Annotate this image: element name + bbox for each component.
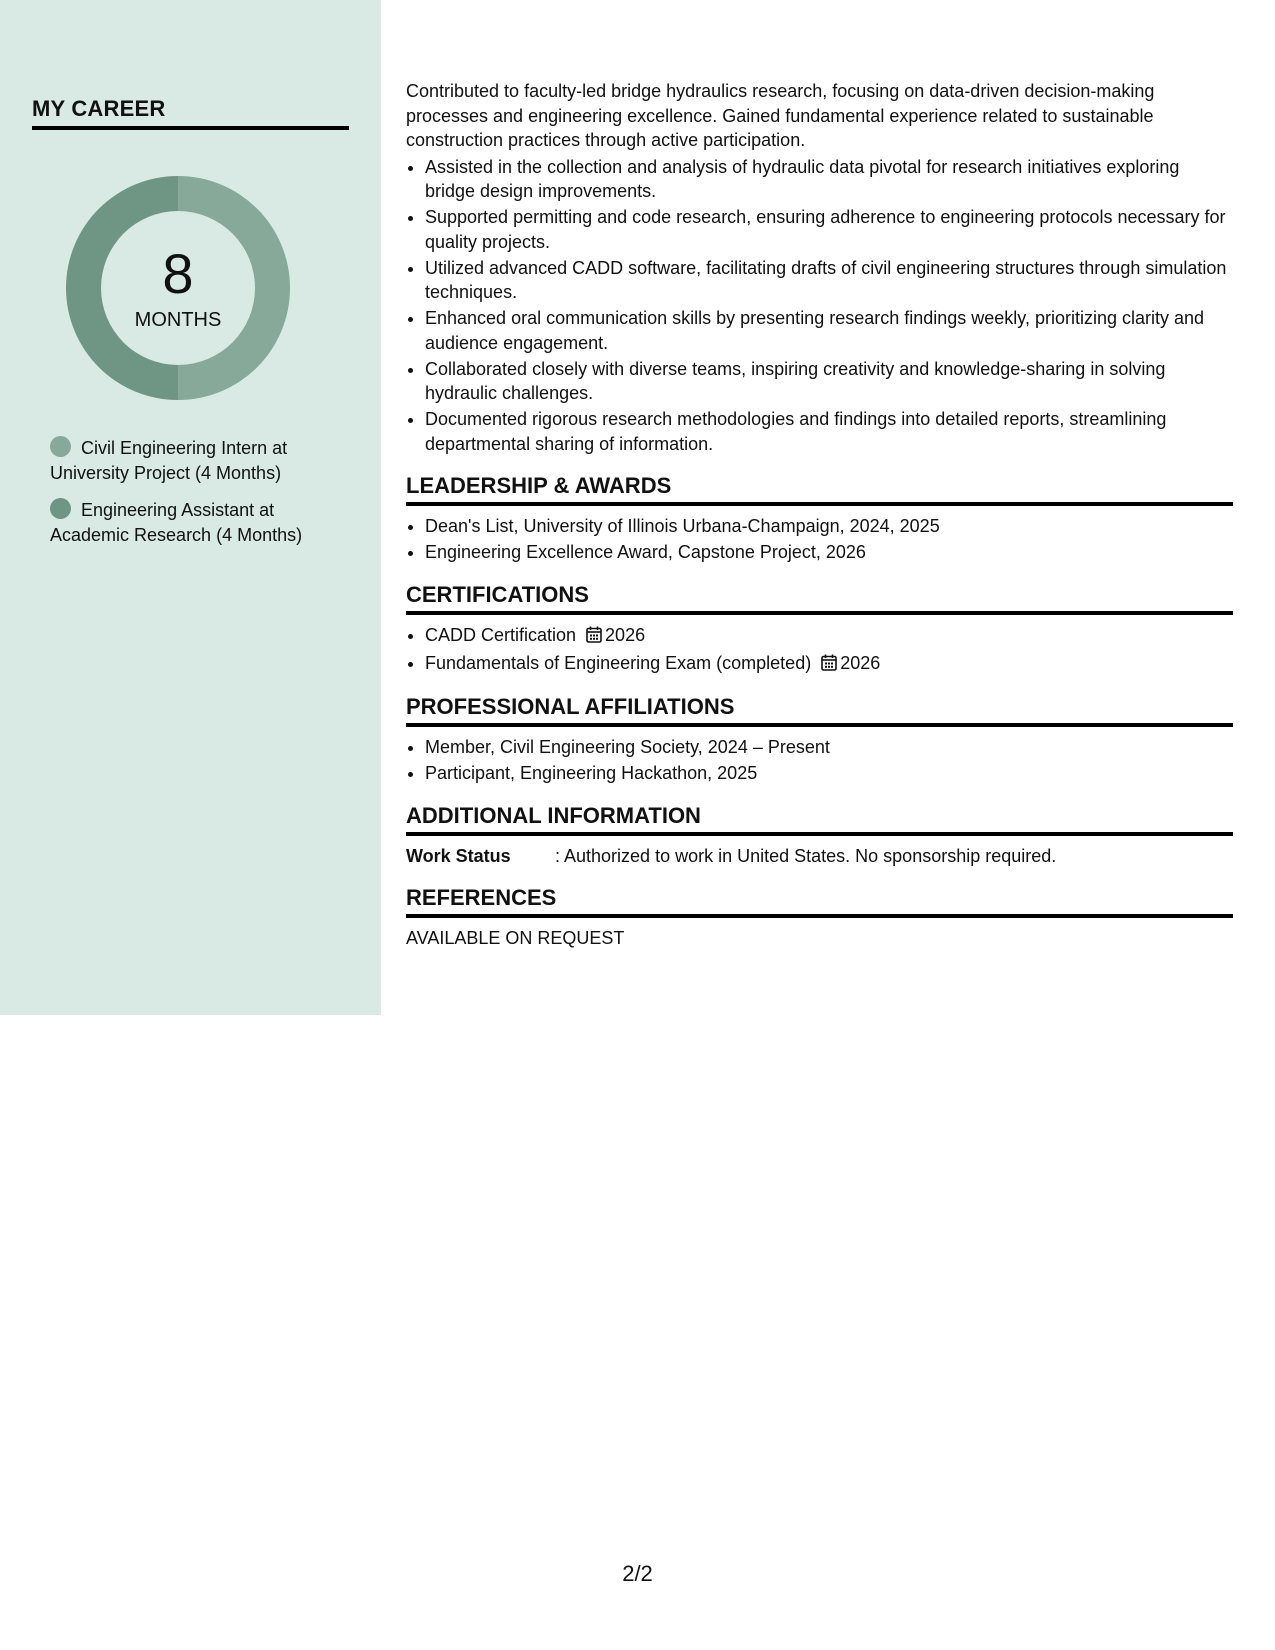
calendar-icon [821, 653, 837, 678]
career-donut-chart [66, 176, 290, 400]
leadership-heading: LEADERSHIP & AWARDS [406, 472, 1233, 506]
legend-label: Civil Engineering Intern at University Project (4 Months) [50, 438, 288, 483]
legend-item [50, 498, 350, 548]
sidebar [0, 0, 381, 1015]
legend-label: Engineering Assistant at Academic Research (4 Months) [50, 500, 303, 545]
legend-item [50, 436, 350, 486]
list-item: • Collaborated closely with diverse teams, inspiring creativity and knowledge-sharing in solving hydraulic challenges. [425, 357, 1233, 406]
certification-year: 2026 [840, 652, 881, 673]
list-item [425, 623, 1233, 650]
donut-center [66, 176, 290, 400]
affiliations-list [406, 735, 1233, 786]
certification-name: Fundamentals of Engineering Exam (completed) [425, 652, 812, 673]
experience-summary: Contributed to faculty-led bridge hydraulics research, focusing on data-driven decision-making processes and engineering excellence. Gained fundamental experience related to sustainable construction practices through active participation. [406, 81, 1155, 150]
references-text: AVAILABLE ON REQUEST [406, 928, 625, 948]
list-item: • Engineering Excellence Award, Capstone Project, 2026 [425, 540, 1233, 565]
total-months-number: 8 [162, 242, 194, 305]
career-legend [50, 436, 350, 560]
work-status-label: Work Status [406, 845, 511, 866]
list-item [425, 651, 1233, 678]
total-months-unit: MONTHS [134, 309, 222, 331]
page-number: 2/2 [622, 1561, 653, 1586]
additional-info-heading: ADDITIONAL INFORMATION [406, 802, 1233, 836]
list-item: • Supported permitting and code research, ensuring adherence to engineering protocols necessary for quality projects. [425, 205, 1233, 254]
list-item: • Documented rigorous research methodologies and findings into detailed reports, streamlining departmental sharing of information. [425, 407, 1233, 456]
affiliations-heading: PROFESSIONAL AFFILIATIONS [406, 693, 1233, 727]
list-item: • Utilized advanced CADD software, facilitating drafts of civil engineering structures through simulation techniques. [425, 256, 1233, 305]
leadership-list [406, 514, 1233, 565]
calendar-icon [586, 625, 602, 650]
legend-dot-icon [50, 498, 71, 519]
work-status-row [406, 844, 1233, 869]
certifications-list [406, 623, 1233, 678]
certification-year: 2026 [605, 624, 646, 645]
main-content [406, 79, 1233, 951]
legend-dot-icon [50, 436, 71, 457]
work-status-value: : Authorized to work in United States. No sponsorship required. [555, 845, 1057, 866]
career-heading: MY CAREER [32, 96, 349, 130]
list-item: • Assisted in the collection and analysis of hydraulic data pivotal for research initiatives exploring bridge design improvements. [425, 155, 1233, 204]
references-heading: REFERENCES [406, 884, 1233, 918]
list-item: • Participant, Engineering Hackathon, 2025 [425, 761, 1233, 786]
list-item: • Dean's List, University of Illinois Urbana-Champaign, 2024, 2025 [425, 514, 1233, 539]
list-item: • Member, Civil Engineering Society, 2024 – Present [425, 735, 1233, 760]
list-item: • Enhanced oral communication skills by presenting research findings weekly, prioritizing clarity and audience engagement. [425, 306, 1233, 355]
experience-bullets [406, 155, 1233, 457]
certifications-heading: CERTIFICATIONS [406, 581, 1233, 615]
certification-name: CADD Certification [425, 624, 577, 645]
